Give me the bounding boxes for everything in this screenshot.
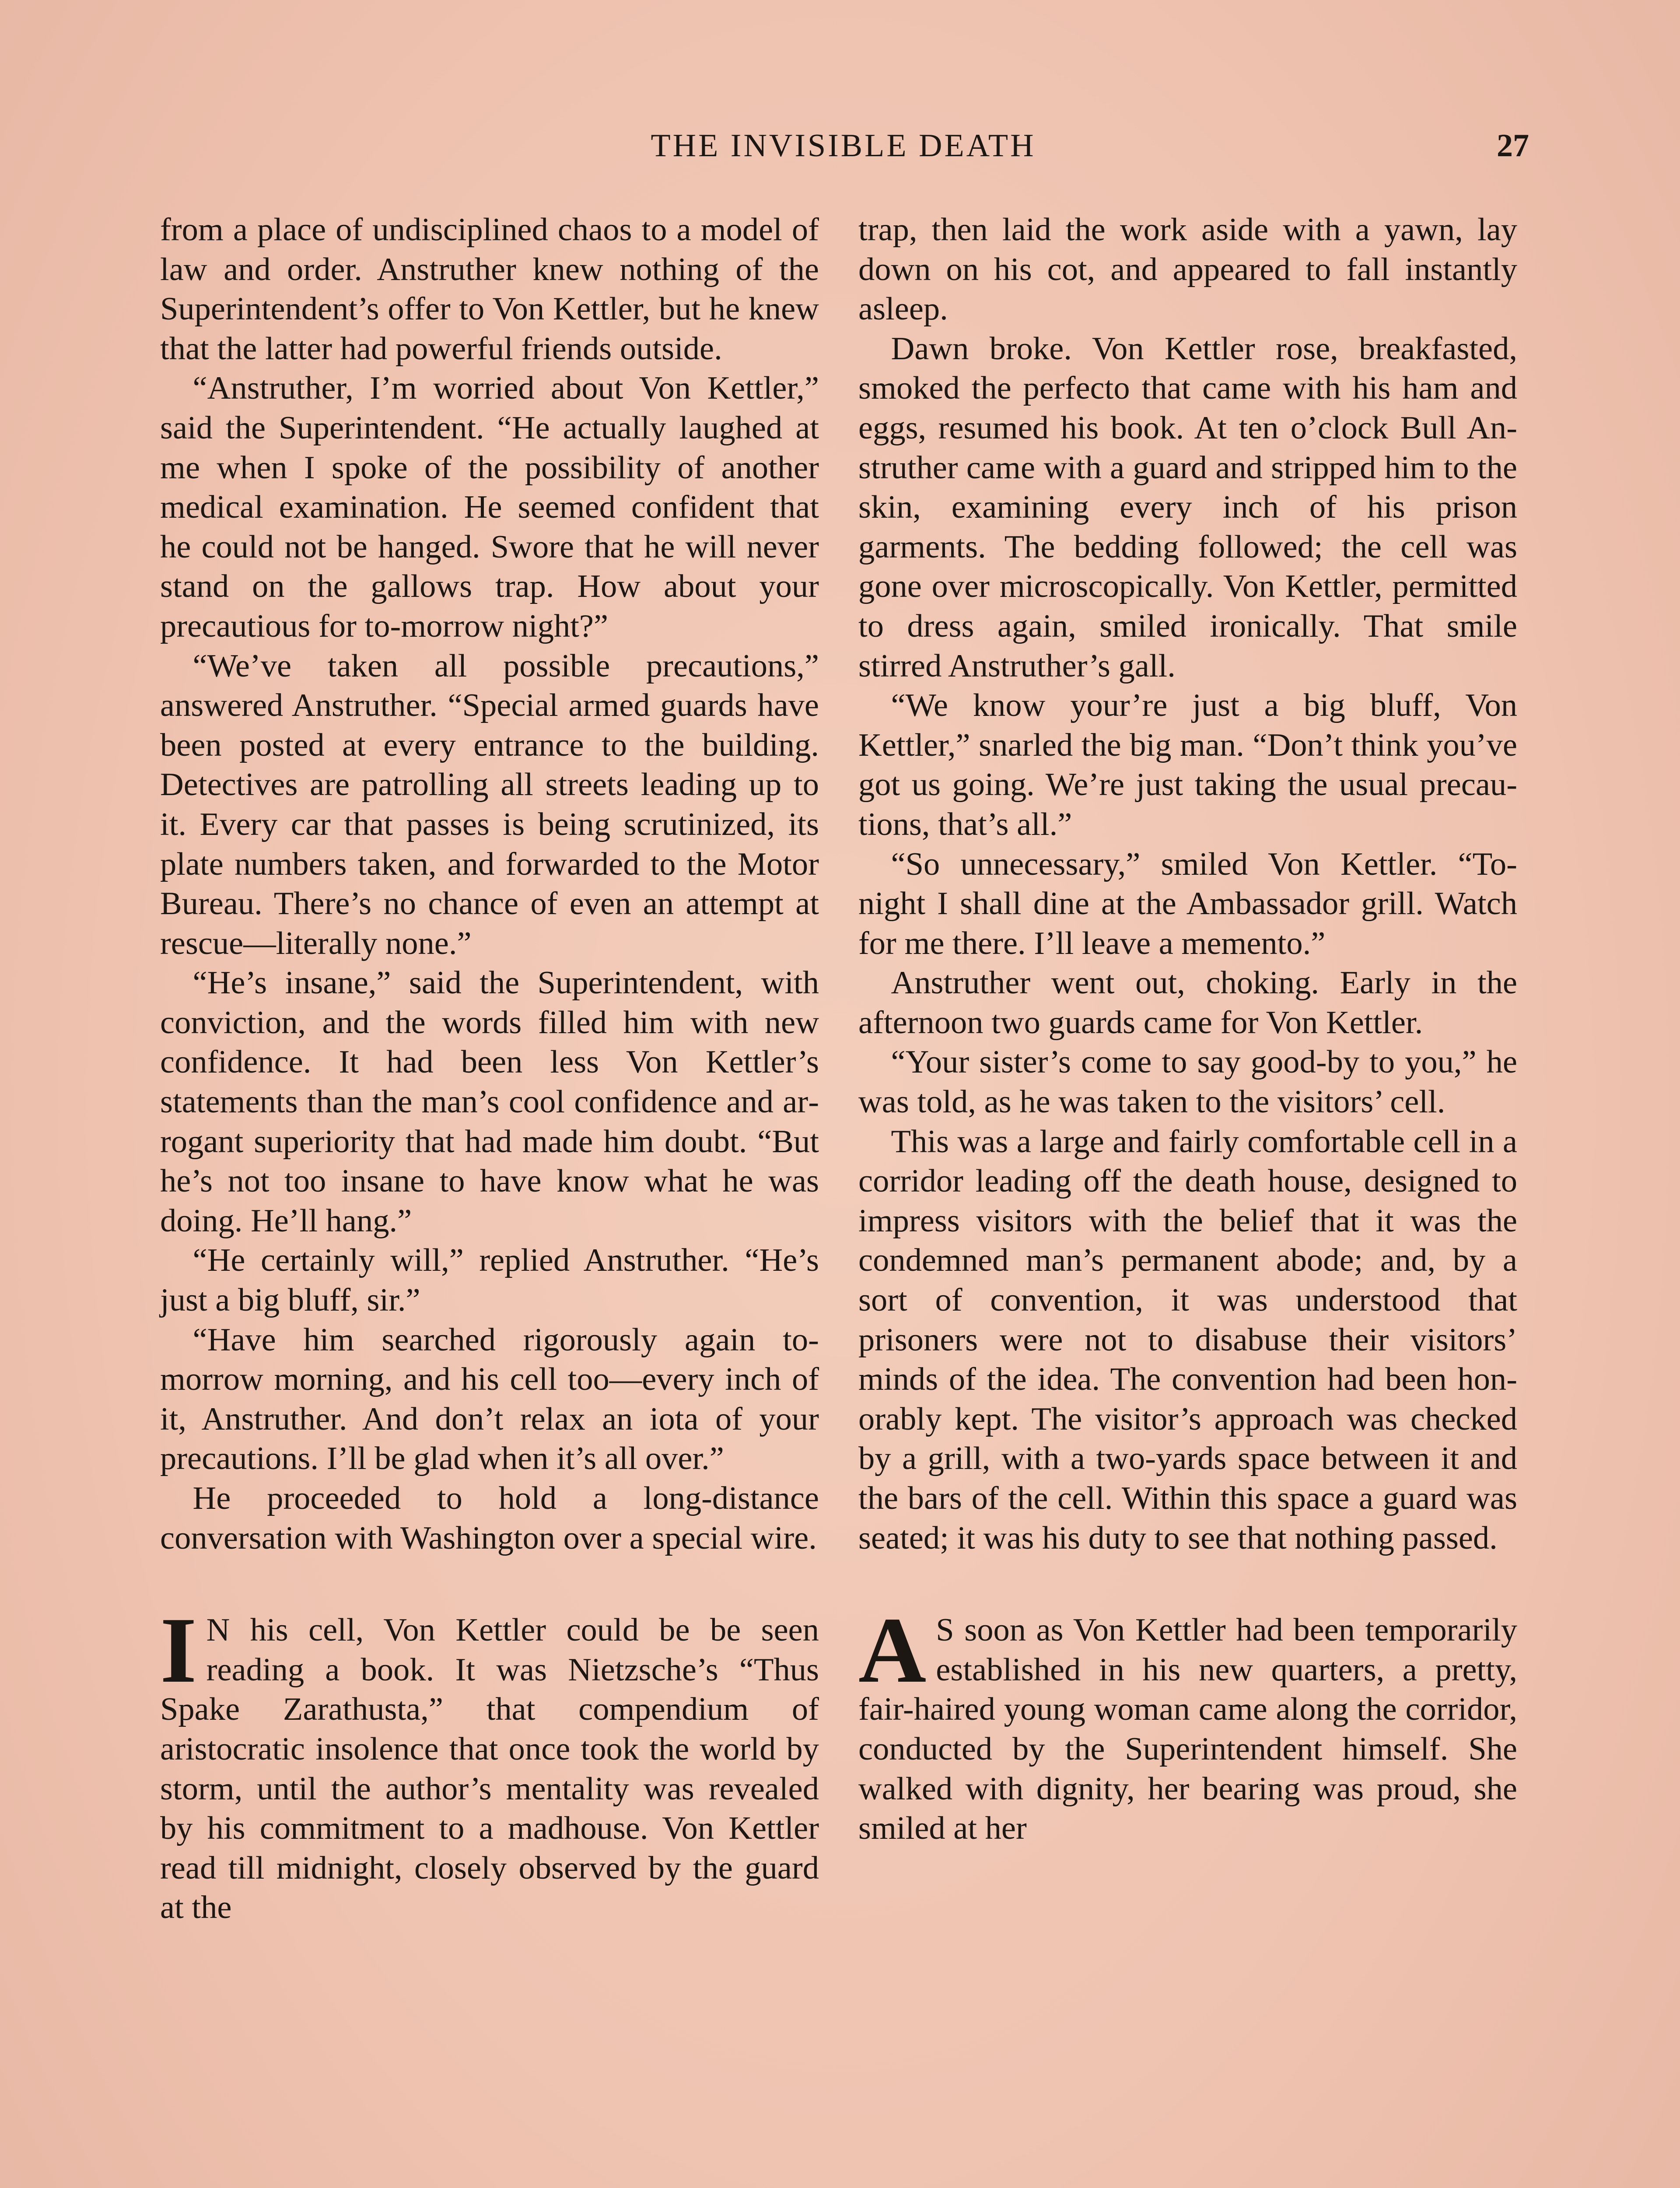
paragraph: “Have him searched rigorously again to-morrow morning, and his cell too—every inch of it, Anstruther. And don’t relax an iota of your precautions. I’ll be glad when it’s all over.” <box>160 1322 819 1477</box>
paragraph: “Your sister’s come to say good-by to you,” he was told, as he was taken to the visitors’ cell. <box>858 1044 1517 1120</box>
paragraph-text: N his cell, Von Kettler could be be seen reading a book. It was Nietzsche’s “Thus Spake Zarathusta,” that compendium of aristocratic insolence that once took the world by storm, until the author’s mentality was revealed by his commitment to a madhouse. Von Kettler read till midnight, closely observed by the guard at the <box>160 1612 819 1926</box>
paragraph: This was a large and fairly comfortable cell in a corridor leading off the death house, designed to impress visitors with the belief that it was the condemned man’s permanent abode; and, by a sort of convention, it was understood that prisoners were not to disabuse their visitors’ minds of the idea. The convention had been honorably kept. The visitor’s approach was checked by a grill, with a two-yards space between it and the bars of the cell. Within this space a guard was seated; it was his duty to see that nothing passed. <box>858 1123 1517 1556</box>
paragraph: “Anstruther, I’m worried about Von Kettler,” said the Superintendent. “He actually laughed at me when I spoke of the possibility of another medical examination. He seemed confident that he could not be hanged. Swore that he will never stand on the gallows trap. How about your precautious for to-morrow night?” <box>160 370 819 644</box>
paragraph: Anstruther went out, choking. Early in the afternoon two guards came for Von Kettler. <box>858 965 1517 1041</box>
running-head: THE INVISIBLE DEATH <box>651 128 1036 164</box>
paragraph-text: S soon as Von Kettler had been temporarily established in his new quarters, a pretty, fair-haired young woman came along the corridor, conducted by the Superintendent himself. She walked with dignity, her bearing was proud, she smiled at her <box>858 1612 1517 1847</box>
paragraph: “He’s insane,” said the Superintendent, with conviction, and the words filled him with new confidence. It had been less Von Kettler’s statements than the man’s cool confidence and arrogant superiority that had made him doubt. “But he’s not too insane to have know what he was doing. He’ll hang.” <box>160 965 819 1239</box>
page-number: 27 <box>1497 128 1529 164</box>
paragraph: “We’ve taken all possible precautions,” answered Anstruther. “Special armed guards have been posted at every entrance to the building. Detectives are patrolling all streets leading up to it. Every car that passes is being scrutinized, its plate numbers taken, and forwarded to the Motor Bureau. There’s no chance of even an attempt at rescue—literally none.” <box>160 648 819 961</box>
left-column <box>160 210 819 1928</box>
paragraph: “We know your’re just a big bluff, Von Kettler,” snarled the big man. “Don’t think you’ve got us going. We’re just taking the usual precautions, that’s all.” <box>858 687 1517 842</box>
paragraph: from a place of undisciplined chaos to a model of law and order. Anstruther knew nothing of the Superintendent’s offer to Von Kettler, but he knew that the latter had powerful friends outside. <box>160 212 819 367</box>
paragraph: Dawn broke. Von Kettler rose, breakfasted, smoked the perfecto that came with his ham and eggs, resumed his book. At ten o’clock Bull Anstruther came with a guard and stripped him to the skin, examining every inch of his prison garments. The bedding followed; the cell was gone over microscopically. Von Kettler, permitted to dress again, smiled ironically. That smile stirred Anstruther’s gall. <box>858 330 1517 684</box>
paragraph: trap, then laid the work aside with a yawn, lay down on his cot, and appeared to fall instantly asleep. <box>858 212 1517 327</box>
paragraph: He proceeded to hold a long-distance conversation with Washington over a special wire. <box>160 1480 819 1556</box>
paragraph: “So unnecessary,” smiled Von Kettler. “To-night I shall dine at the Ambassador grill. Watch for me there. I’ll leave a memento.” <box>858 846 1517 961</box>
section-opening-paragraph <box>858 1598 1517 1848</box>
drop-cap: I <box>160 1598 197 1703</box>
section-opening-paragraph <box>160 1598 819 1928</box>
right-column <box>858 210 1517 1848</box>
drop-cap: A <box>858 1598 927 1703</box>
paragraph: “He certainly will,” replied Anstruther. “He’s just a big bluff, sir.” <box>160 1242 819 1318</box>
page-header <box>158 122 1529 170</box>
